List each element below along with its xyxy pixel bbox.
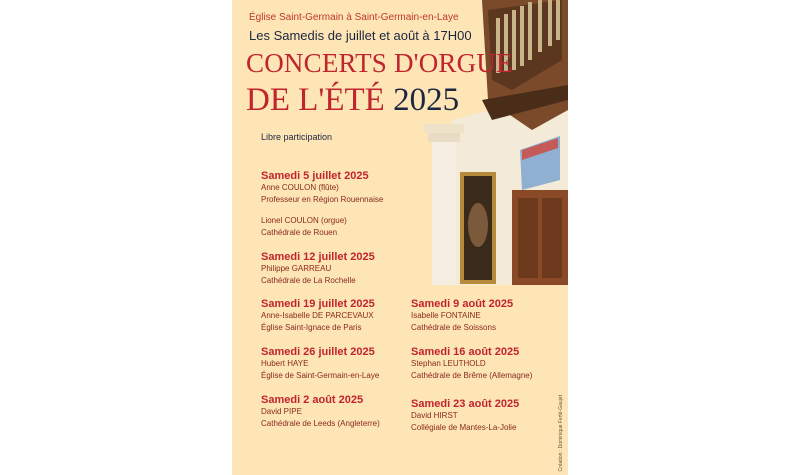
- performer-line: David PIPE: [261, 407, 302, 416]
- performer-line: Philippe GARREAU: [261, 264, 332, 273]
- performer-line: Collégiale de Mantes-La-Jolie: [411, 423, 517, 432]
- title-line-2-text: DE L'ÉTÉ: [246, 82, 385, 118]
- concert-date: Samedi 19 juillet 2025: [261, 298, 375, 310]
- performer-line: Église de Saint-Germain-en-Laye: [261, 371, 380, 380]
- title-line-1: CONCERTS D'ORGUE: [246, 48, 513, 78]
- performer-line: Stephan LEUTHOLD: [411, 359, 486, 368]
- performer-line: David HIRST: [411, 411, 458, 420]
- concert-date: Samedi 26 juillet 2025: [261, 346, 375, 358]
- concert-item: [261, 394, 380, 430]
- concert-poster: [232, 0, 568, 475]
- performer-line: Professeur en Région Rouennaise: [261, 195, 384, 204]
- concert-item: [411, 298, 513, 334]
- concert-date: Samedi 5 juillet 2025: [261, 170, 369, 182]
- concert-date: Samedi 2 août 2025: [261, 394, 364, 406]
- title-line-2: [246, 82, 459, 119]
- schedule-label: Les Samedis de juillet et août à 17H00: [249, 28, 472, 43]
- performer-line: Anne-Isabelle DE PARCEVAUX: [261, 311, 374, 320]
- design-credit: Création : Dominique Ferté-Gaujet: [558, 395, 564, 472]
- performer-line: Anne COULON (flûte): [261, 183, 339, 192]
- subtitle-libre-participation: Libre participation: [261, 132, 333, 142]
- performer-line: Lionel COULON (orgue): [261, 216, 347, 225]
- performer-line: Isabelle FONTAINE: [411, 311, 481, 320]
- performer-line: Cathédrale de Brême (Allemagne): [411, 371, 533, 380]
- concert-item: [411, 398, 519, 434]
- venue-label: Église Saint-Germain à Saint-Germain-en-Laye: [249, 12, 459, 23]
- performer-line: Hubert HAYE: [261, 359, 309, 368]
- performer-line: Église Saint-Ignace de Paris: [261, 323, 362, 332]
- concert-item: [411, 346, 532, 382]
- performer-line: Cathédrale de Leeds (Angleterre): [261, 419, 380, 428]
- concert-date: Samedi 9 août 2025: [411, 298, 514, 310]
- title-year: 2025: [393, 82, 460, 118]
- concert-item: [261, 251, 375, 287]
- performer-line: Cathédrale de Soissons: [411, 323, 496, 332]
- concert-item: [261, 346, 379, 382]
- concert-date: Samedi 16 août 2025: [411, 346, 520, 358]
- concert-item: [261, 170, 383, 239]
- concert-date: Samedi 23 août 2025: [411, 398, 520, 410]
- performer-line: Cathédrale de Rouen: [261, 228, 338, 237]
- concert-date: Samedi 12 juillet 2025: [261, 251, 375, 263]
- concert-item: [261, 298, 375, 334]
- performer-line: Cathédrale de La Rochelle: [261, 276, 356, 285]
